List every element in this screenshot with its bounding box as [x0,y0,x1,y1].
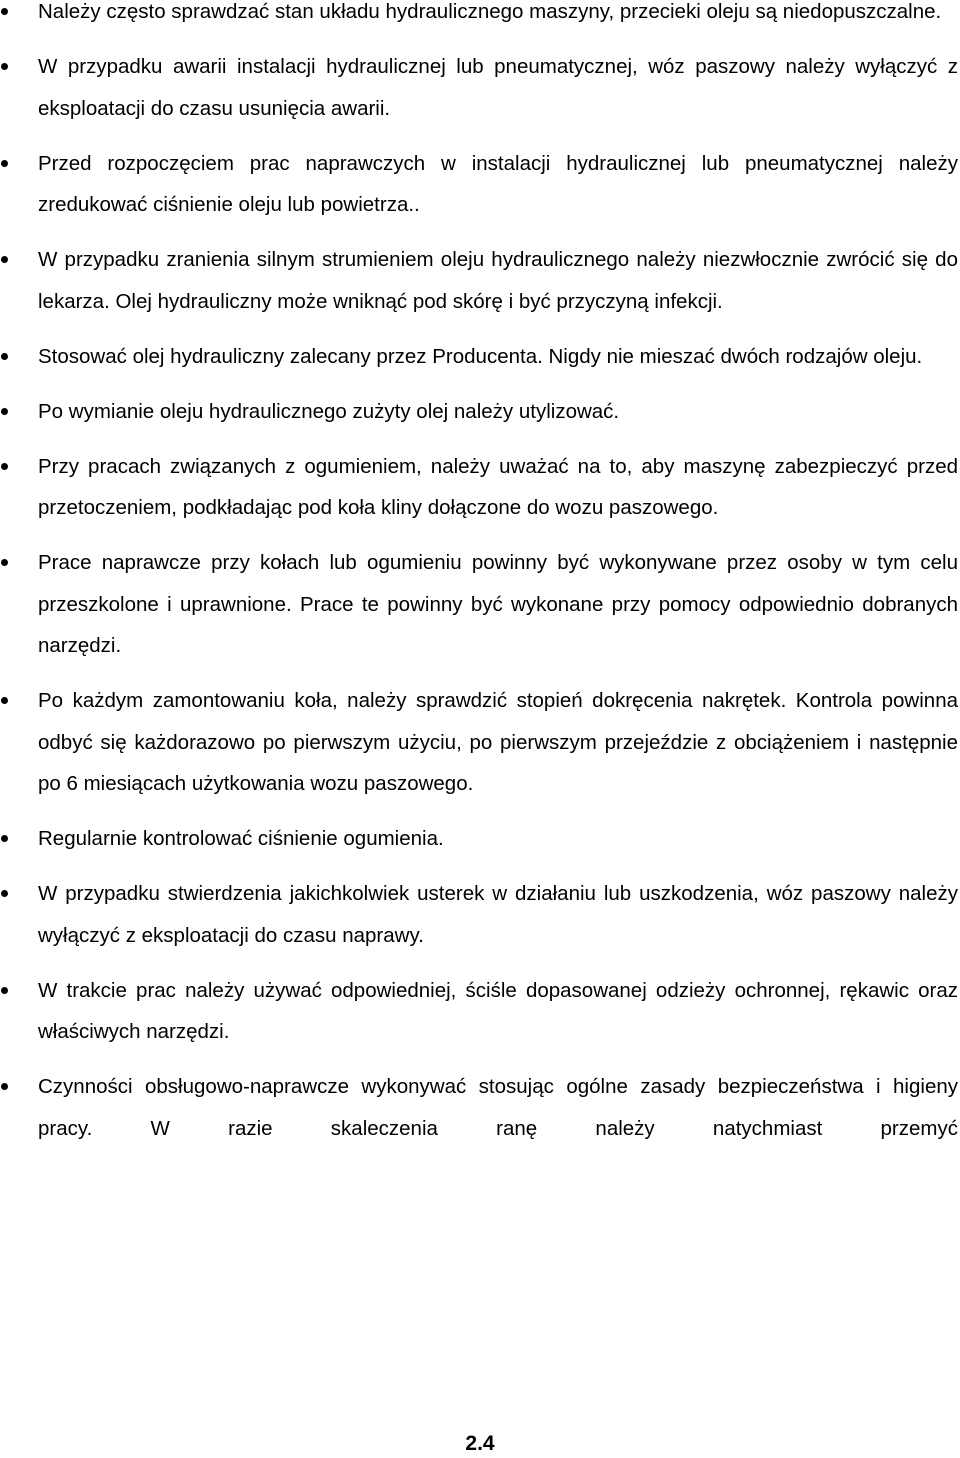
list-item-text: Czynności obsługowo-naprawcze wykonywać stosując ogólne zasady bezpieczeństwa i higieny pracy. W razie skaleczenia ranę należy natychmiast przemyć [38,1075,958,1140]
list-item [0,143,960,226]
list-item-text: W przypadku zranienia silnym strumieniem oleju hydraulicznego należy niezwłocznie zwrócić się do lekarza. Olej hydrauliczny może wniknąć pod skórę i być przyczyną infekcji. [38,248,958,313]
list-item-text: W przypadku awarii instalacji hydraulicznej lub pneumatycznej, wóz paszowy należy wyłączyć z eksploatacji do czasu usunięcia awarii. [38,55,958,120]
bullet-icon [1,256,8,263]
list-item [0,46,960,129]
list-item [0,680,960,805]
list-item-text: W przypadku stwierdzenia jakichkolwiek usterek w działaniu lub uszkodzenia, wóz paszowy należy wyłączyć z eksploatacji do czasu naprawy. [38,882,958,947]
list-item-text: Po każdym zamontowaniu koła, należy sprawdzić stopień dokręcenia nakrętek. Kontrola powinna odbyć się każdorazowo po pierwszym użyciu, po pierwszym przejeździe z obciążeniem i następnie po 6 miesiącach użytkowania wozu paszowego. [38,689,958,795]
list-item [0,391,960,433]
list-item-text: Przed rozpoczęciem prac naprawczych w instalacji hydraulicznej lub pneumatycznej należy zredukować ciśnienie oleju lub powietrza.. [38,151,958,216]
bullet-icon [1,463,8,470]
list-item [0,970,960,1053]
list-item [0,0,960,33]
list-item-text: W trakcie prac należy używać odpowiedniej, ściśle dopasowanej odzieży ochronnej, rękawic oraz właściwych narzędzi. [38,978,958,1043]
list-item-text: Stosować olej hydrauliczny zalecany przez Producenta. Nigdy nie mieszać dwóch rodzajów oleju. [38,344,923,368]
list-item [0,336,960,378]
bullet-icon [1,987,8,994]
bullet-icon [1,559,8,566]
page-number: 2.4 [465,1432,495,1455]
list-item [0,818,960,860]
bullet-icon [1,353,8,360]
list-item [0,446,960,529]
bullet-icon [1,835,8,842]
bullet-icon [1,8,8,15]
list-item [0,542,960,667]
list-item-text: Przy pracach związanych z ogumieniem, należy uważać na to, aby maszynę zabezpieczyć przed przetoczeniem, podkładając pod koła kliny dołączone do wozu paszowego. [38,454,958,519]
list-item [0,873,960,956]
list-item-text: Należy często sprawdzać stan układu hydraulicznego maszyny, przecieki oleju są niedopuszczalne. [38,0,942,23]
bullet-icon [1,160,8,167]
bullet-icon [1,63,8,70]
bullet-icon [1,890,8,897]
list-item-text: Prace naprawcze przy kołach lub ogumieniu powinny być wykonywane przez osoby w tym celu przeszkolone i uprawnione. Prace te powinny być wykonane przy pomocy odpowiednio dobranych narzędzi. [38,551,958,657]
bullet-icon [1,408,8,415]
list-item [0,239,960,322]
bullet-icon [1,697,8,704]
list-item-text: Po wymianie oleju hydraulicznego zużyty olej należy utylizować. [38,399,620,423]
list-item [0,1066,960,1149]
bullet-icon [1,1083,8,1090]
list-item-text: Regularnie kontrolować ciśnienie ogumienia. [38,827,444,850]
